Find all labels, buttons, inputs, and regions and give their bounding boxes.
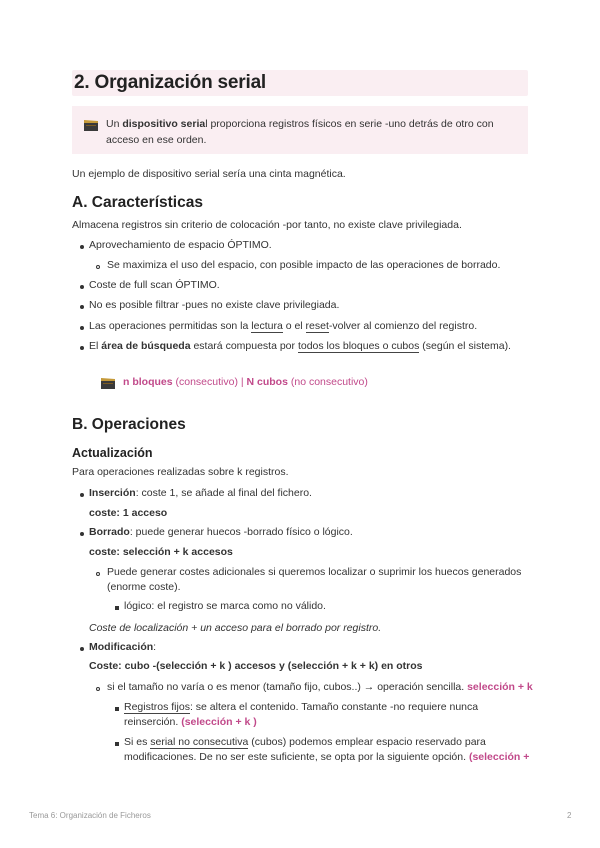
bullet-dot [80, 346, 84, 350]
film-clapper-icon [84, 120, 98, 131]
deletion-cost: coste: selección + k accesos [89, 546, 233, 558]
callout-box [72, 106, 528, 154]
bullet-dot [80, 285, 84, 289]
char-sub-bullet-space: Se maximiza el uso del espacio, con posible impacto de las operaciones de borrado. [107, 259, 501, 271]
bullet-dot [80, 326, 84, 330]
callout-bold-term: dispositivo seria [122, 118, 206, 130]
search-area-note: n bloques (consecutivo) | N cubos (no consecutivo) [123, 376, 368, 388]
modification-serial-nonconsecutive: Si es serial no consecutiva (cubos) podemos emplear espacio reservado para [124, 736, 486, 748]
characteristics-heading: A. Características [72, 194, 203, 211]
sub-bullet-circle [96, 265, 100, 269]
page-number: 2 [567, 811, 572, 820]
modification-serial-nonconsecutive-cont: modificaciones. De no ser este suficiente, se opta por la siguiente opción. (selección + [124, 751, 530, 763]
characteristics-intro: Almacena registros sin criterio de colocación -por tanto, no existe clave privilegiada. [72, 219, 462, 231]
sub-bullet-square [115, 742, 119, 746]
sub-bullet-square [115, 707, 119, 711]
bullet-dot [80, 647, 84, 651]
deletion-note: Coste de localización + un acceso para el borrado por registro. [89, 622, 382, 634]
deletion-sub-additional-costs-cont: (enorme coste). [107, 581, 181, 593]
char-bullet-operations: Las operaciones permitidas son la lectura o el reset-volver al comienzo del registro. [89, 320, 478, 332]
bullet-dot [80, 305, 84, 309]
deletion-sub-additional-costs: Puede generar costes adicionales si queremos localizar o suprimir los huecos generados [107, 566, 522, 578]
operations-heading: B. Operaciones [72, 416, 186, 433]
deletion-item: Borrado: puede generar huecos -borrado físico o lógico. [89, 526, 353, 538]
callout-text-line2: acceso en ese orden. [106, 134, 207, 146]
callout-text-pre: Un [106, 118, 123, 130]
modification-sub-same-size: si el tamaño no varía o es menor (tamaño fijo, cubos..) → operación sencilla. selección + k [107, 681, 533, 693]
char-bullet-space: Aprovechamiento de espacio ÓPTIMO. [89, 239, 272, 251]
bullet-dot [80, 532, 84, 536]
operations-intro: Para operaciones realizadas sobre k registros. [72, 466, 289, 478]
sub-bullet-circle [96, 572, 100, 576]
modification-fixed-records-cont: reinserción. (selección + k ) [124, 716, 257, 728]
section-title: 2. Organización serial [74, 72, 267, 93]
char-bullet-search-area: El área de búsqueda estará compuesta por todos los bloques o cubos (según el sistema). [89, 340, 511, 352]
modification-cost: Coste: cubo -(selección + k ) accesos y (selección + k + k) en otros [89, 660, 423, 672]
deletion-logical: lógico: el registro se marca como no válido. [124, 600, 326, 612]
bullet-dot [80, 245, 84, 249]
sub-bullet-circle [96, 687, 100, 691]
insertion-cost: coste: 1 acceso [89, 507, 168, 519]
callout-text-post: l proporciona registros físicos en serie -uno detrás de otro con [205, 118, 494, 130]
callout-text [106, 116, 521, 148]
char-bullet-fullscan: Coste de full scan ÓPTIMO. [89, 279, 220, 291]
modification-item: Modificación: [89, 641, 157, 653]
bullet-dot [80, 493, 84, 497]
section-heading-bar [72, 70, 528, 96]
film-clapper-icon [101, 378, 115, 389]
update-subheading: Actualización [72, 446, 153, 460]
char-bullet-filter: No es posible filtrar -pues no existe clave privilegiada. [89, 299, 340, 311]
insertion-item: Inserción: coste 1, se añade al final del fichero. [89, 487, 312, 499]
sub-bullet-square [115, 606, 119, 610]
example-text: Un ejemplo de dispositivo serial sería una cinta magnética. [72, 168, 346, 180]
footer-title: Tema 6: Organización de Ficheros [29, 811, 151, 820]
modification-fixed-records: Registros fijos: se altera el contenido. Tamaño constante -no requiere nunca [124, 701, 479, 713]
